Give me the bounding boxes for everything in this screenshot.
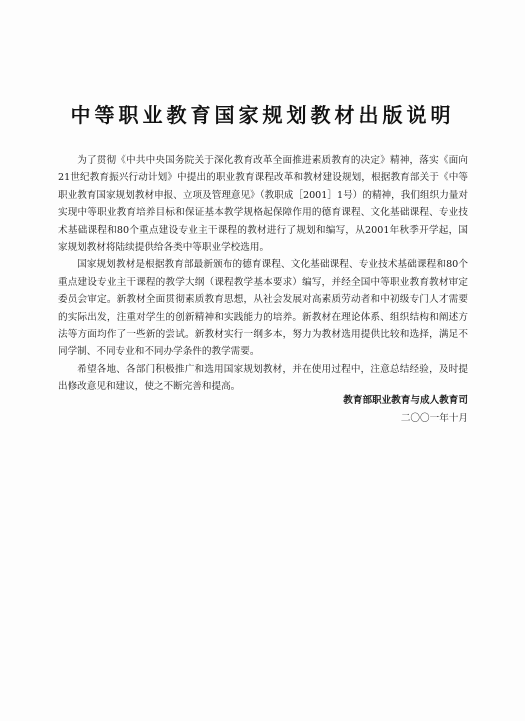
paragraph: 国家规划教材是根据教育部最新颁布的德育课程、文化基础课程、专业技术基础课程和80个重点建设专业主干课程的教学大纲（课程教学基本要求）编写，并经全国中等职业教育教材审定委员会审定。新教材全面贯彻素质教育思想，从社会发展对高素质劳动者和中初级专门人才需要的实际出发，注重对学生的创新精神和实践能力的培养。新教材在理论体系、组织结构和阐述方法等方面均作了一些新的尝试。新教材实行一纲多本，努力为教材选用提供比较和选择，满足不同学制、不同专业和不同办学条件的教学需要。 [58, 259, 468, 358]
paragraph: 希望各地、各部门积极推广和选用国家规划教材，并在使用过程中，注意总结经验，及时提出修改意见和建议，使之不断完善和提高。 [58, 363, 468, 393]
paragraph: 为了贯彻《中共中央国务院关于深化教育改革全面推进素质教育的决定》精神，落实《面向21世纪教育振兴行动计划》中提出的职业教育课程改革和教材建设规划，根据教育部关于《中等职业教育国家规划教材申报、立项及管理意见》（教职成［2001］1号）的精神，我们组织力量对实现中等职业教育培养目标和保证基本教学规格起保障作用的德育课程、文化基础课程、专业技术基础课程和80个重点建设专业主干课程的教材进行了规划和编写，从2001年秋季开学起，国家规划教材将陆续提供给各类中等职业学校选用。 [58, 155, 468, 254]
signature-date: 二〇〇一年十月 [400, 413, 468, 424]
signature-org: 教育部职业教育与成人教育司 [343, 395, 468, 406]
body-text [58, 152, 468, 396]
page-title: 中等职业教育国家规划教材出版说明 [70, 103, 455, 127]
